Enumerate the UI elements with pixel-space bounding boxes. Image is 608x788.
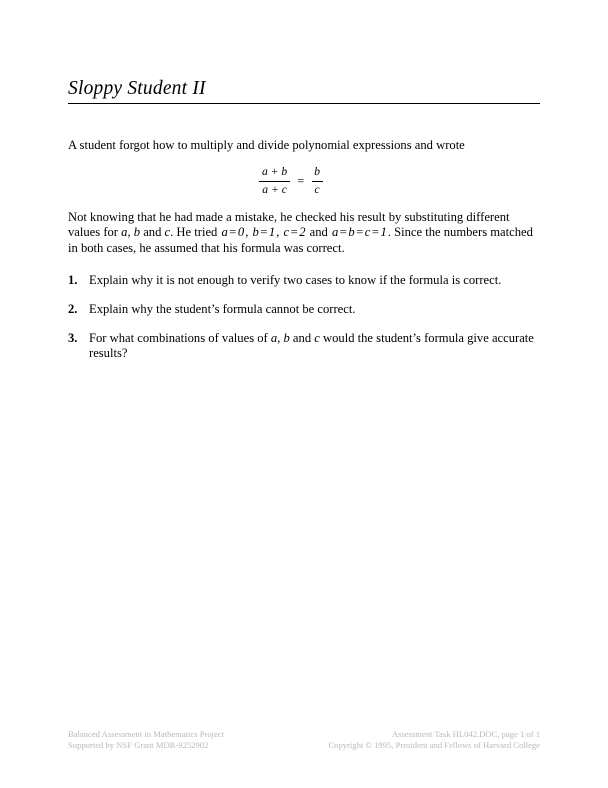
variable-c: c (164, 225, 171, 240)
trial-one-c-value: 2 (299, 225, 306, 240)
trial-two-operator-1: = (339, 225, 347, 240)
equals-sign: = (297, 173, 305, 188)
second-paragraph (68, 210, 540, 256)
title-block (68, 78, 540, 104)
question-text-1: Explain why it is not enough to verify two cases to know if the formula is correct. (89, 272, 502, 287)
question-number-3: 3. (68, 331, 78, 346)
question-item-2 (68, 302, 540, 317)
trial-one-a-value: 0 (237, 225, 245, 240)
question-item-3 (68, 331, 540, 361)
second-paragraph-segment-1: Not knowing that he had made a mistake, he checked his result by substituting different values for (68, 210, 510, 240)
trial-one-a-operator: = (229, 225, 237, 240)
question-3-comma: , (277, 331, 284, 346)
question-3-and: and (289, 331, 315, 346)
question-text-3 (89, 331, 534, 360)
variable-b: b (133, 225, 141, 240)
footer-left (68, 729, 224, 751)
trial-one-a (220, 225, 245, 239)
footer-right-line-1: Assessment Task HL042.DOC, page 1 of 1 (391, 729, 540, 739)
question-3-variable-a: a (270, 331, 278, 346)
variable-a: a (121, 225, 128, 240)
second-paragraph-segment-2: . He tried (170, 225, 221, 240)
right-fraction-numerator: b (314, 165, 320, 179)
trial-two-value: 1 (380, 225, 387, 240)
second-paragraph-segment-4: . Since the numbers matched in both cases, he assumed that his formula was correct. (68, 225, 533, 255)
question-text-2: Explain why the student’s formula cannot be correct. (89, 301, 356, 316)
trial-two-operator-3: = (371, 225, 379, 240)
trial-one-c-operator: = (290, 225, 298, 240)
question-number-1: 1. (68, 272, 78, 287)
trial-one-sep-1: , (245, 225, 252, 240)
question-3-prefix: For what combinations of values of (89, 331, 271, 346)
footer-right (328, 729, 540, 751)
trial-one-c (282, 225, 306, 239)
trial-two-a-var: a (331, 225, 339, 240)
question-number-2: 2. (68, 301, 78, 316)
page-footer (68, 729, 540, 751)
trial-one-b (251, 225, 276, 239)
trial-two-b-var: b (348, 225, 355, 240)
footer-right-line-2: Copyright © 1995, President and Fellows of Harvard College (328, 740, 540, 750)
question-3-variable-c: c (314, 331, 320, 346)
right-fraction (311, 165, 323, 197)
displayed-equation (68, 165, 540, 197)
trial-one-b-var: b (252, 225, 259, 240)
second-paragraph-comma-1: , (127, 225, 134, 240)
trial-one-sep-2: , (276, 225, 283, 240)
trial-one-b-value: 1 (268, 225, 276, 240)
right-fraction-denominator: c (312, 181, 323, 197)
second-paragraph-and-1: and (140, 225, 165, 240)
intro-paragraph: A student forgot how to multiply and divide polynomial expressions and wrote (68, 138, 465, 152)
footer-left-line-2: Supported by NSF Grant MDR-9252902 (68, 740, 209, 750)
trial-one-a-var: a (221, 225, 228, 240)
question-3-variable-b: b (283, 331, 290, 346)
question-item-1 (68, 273, 540, 288)
second-paragraph-segment-3: and (306, 225, 331, 240)
title-divider (68, 103, 540, 104)
left-fraction-denominator: a + c (259, 181, 290, 197)
trial-one-c-var: c (283, 225, 290, 240)
page-title: Sloppy Student II (68, 78, 206, 99)
trial-two-c-var: c (364, 225, 371, 240)
left-fraction-numerator: a + b (261, 165, 288, 179)
footer-left-line-1: Balanced Assessment in Mathematics Project (68, 729, 225, 739)
trial-one-b-operator: = (260, 225, 268, 240)
question-list (68, 273, 540, 362)
trial-two (331, 225, 388, 239)
trial-two-operator-2: = (356, 225, 364, 240)
question-3-suffix: would the student’s formula give accurate results? (89, 331, 534, 361)
document-body (68, 138, 540, 362)
left-fraction (259, 165, 290, 197)
